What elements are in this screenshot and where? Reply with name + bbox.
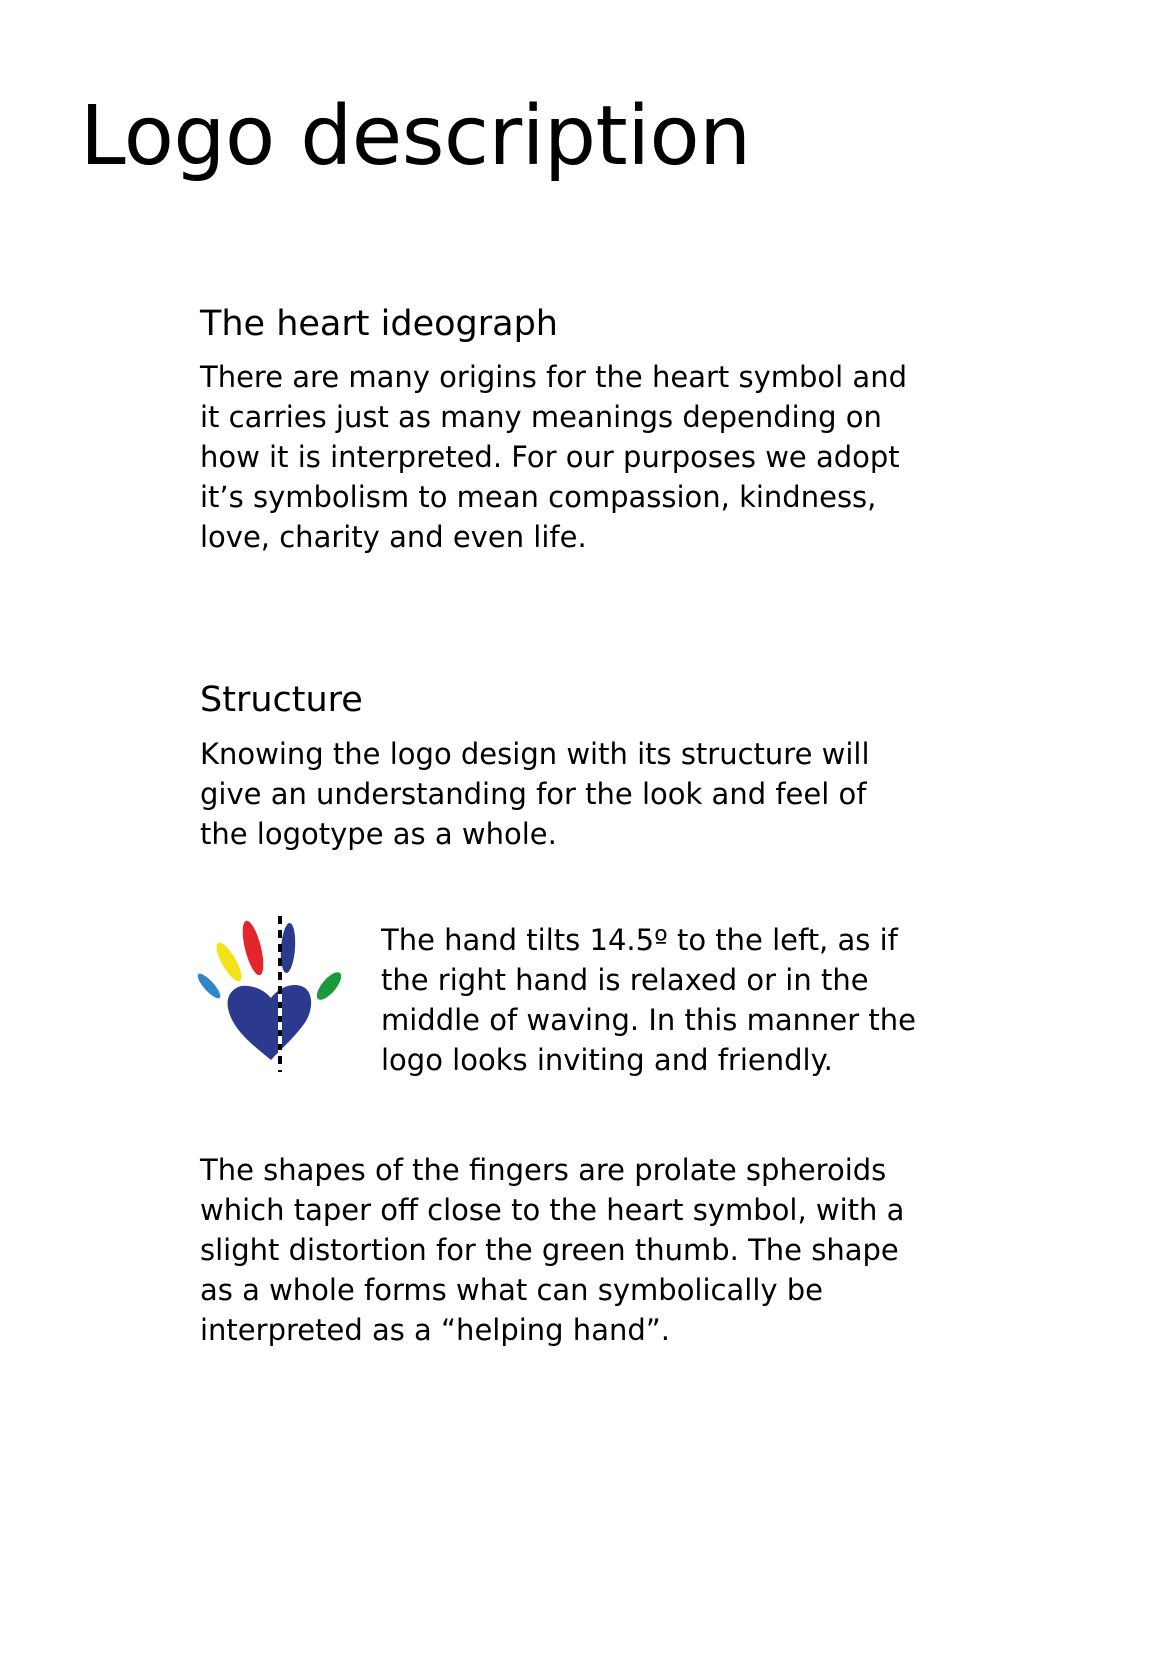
paragraph-structure (200, 734, 870, 854)
paragraph-line: slight distortion for the green thumb. The shape (200, 1233, 899, 1267)
ring-finger-shape (212, 939, 246, 984)
paragraph-line: The hand tilts 14.5º to the left, as if (381, 923, 898, 957)
paragraph-line: how it is interpreted. For our purposes we adopt (200, 440, 900, 474)
section-heading-heart-ideograph: The heart ideograph (200, 304, 558, 344)
paragraph-line: the right hand is relaxed or in the (381, 963, 869, 997)
paragraph-line: the logotype as a whole. (200, 817, 557, 851)
paragraph-hand-tilt (381, 920, 916, 1080)
paragraph-line: as a whole forms what can symbolically be (200, 1273, 824, 1307)
paragraph-line: which taper off close to the heart symbol, with a (200, 1193, 905, 1227)
heart-shape (228, 985, 312, 1060)
paragraph-heart-ideograph (200, 357, 907, 557)
little-finger-shape (196, 971, 223, 1001)
middle-finger-shape (238, 919, 267, 977)
paragraph-line: Knowing the logo design with its structure will (200, 737, 870, 771)
paragraph-line: it’s symbolism to mean compassion, kindness, (200, 480, 877, 514)
section-heading-structure: Structure (200, 680, 363, 720)
paragraph-line: give an understanding for the look and feel of (200, 777, 867, 811)
paragraph-line: There are many origins for the heart symbol and (200, 360, 907, 394)
paragraph-line: it carries just as many meanings depending on (200, 400, 882, 434)
paragraph-line: love, charity and even life. (200, 520, 587, 554)
paragraph-line: The shapes of the fingers are prolate spheroids (200, 1153, 887, 1187)
paragraph-line: logo looks inviting and friendly. (381, 1043, 833, 1077)
paragraph-line: middle of waving. In this manner the (381, 1003, 916, 1037)
paragraph-line: interpreted as a “helping hand”. (200, 1313, 670, 1347)
page-title: Logo description (80, 89, 751, 184)
thumb-shape (313, 968, 346, 1003)
paragraph-finger-shapes (200, 1150, 904, 1350)
helping-hand-heart-logo-icon (196, 912, 348, 1072)
